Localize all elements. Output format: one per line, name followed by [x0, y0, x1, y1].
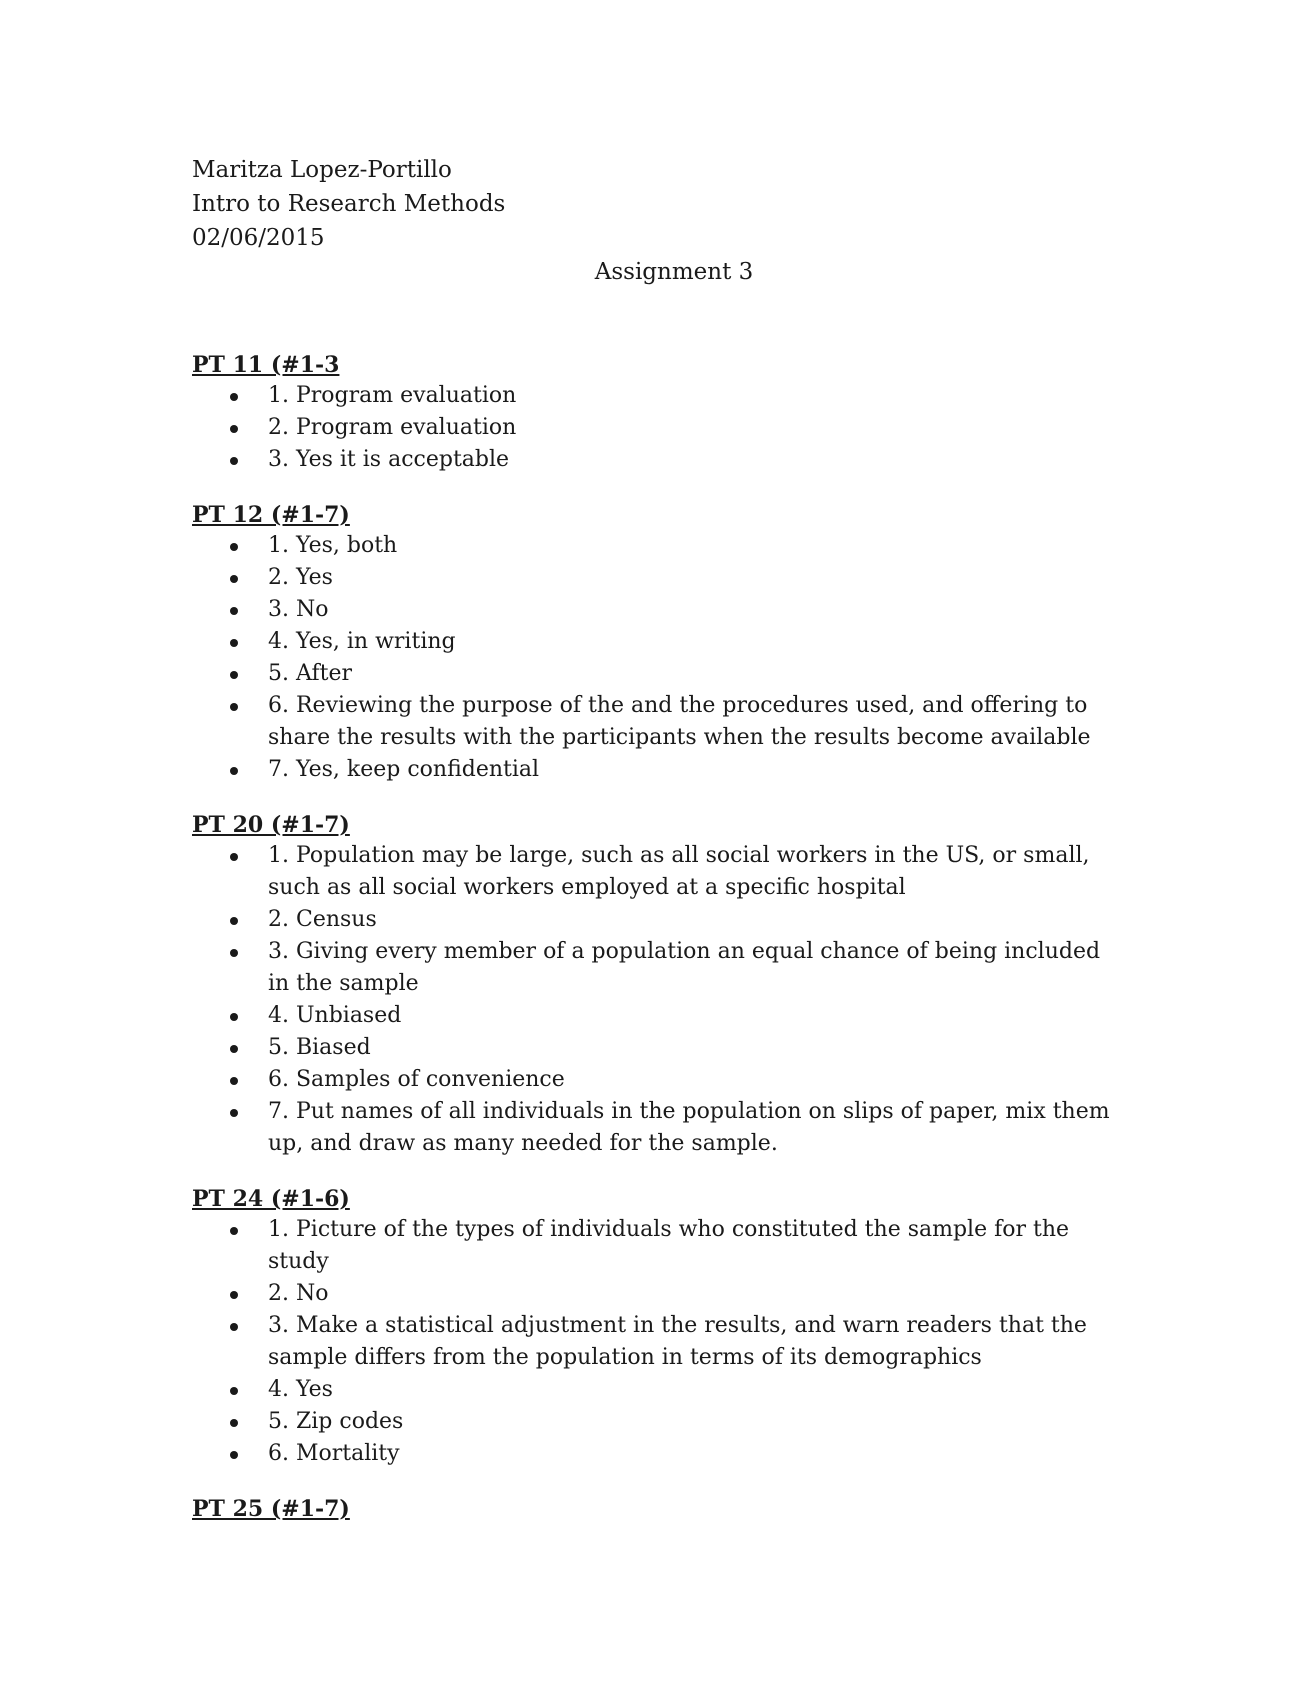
list-item	[192, 754, 1122, 786]
bullet-icon	[230, 1045, 238, 1053]
section	[192, 350, 1122, 476]
list-item	[192, 1438, 1122, 1470]
list-item	[192, 1406, 1122, 1438]
bullet-icon	[230, 543, 238, 551]
list-item	[192, 1374, 1122, 1406]
list-item	[192, 690, 1122, 754]
list-item-text: 5. Biased	[268, 1035, 371, 1060]
section	[192, 1184, 1122, 1470]
sections-container	[192, 350, 1122, 1548]
list-item	[192, 1032, 1122, 1064]
list-item-text: 3. Giving every member of a population an equal chance of being included in the sample	[268, 939, 1101, 996]
author-name: Maritza Lopez-Portillo	[192, 157, 452, 183]
list-item-text: 1. Program evaluation	[268, 383, 517, 408]
section-heading: PT 12 (#1-7)	[192, 502, 350, 528]
list-item-text: 7. Put names of all individuals in the population on slips of paper, mix them up, and draw as many needed for the sample.	[268, 1099, 1110, 1156]
list-item-text: 1. Population may be large, such as all social workers in the US, or small, such as all social workers employed at a specific hospital	[268, 843, 1090, 900]
bullet-icon	[230, 1227, 238, 1235]
list-item	[192, 562, 1122, 594]
list-item-text: 5. After	[268, 661, 353, 686]
bullet-icon	[230, 949, 238, 957]
bullet-icon	[230, 917, 238, 925]
answer-list	[192, 840, 1122, 1160]
section-heading: PT 25 (#1-7)	[192, 1496, 350, 1522]
list-item-text: 3. Make a statistical adjustment in the results, and warn readers that the sample differs from the population in terms of its demographics	[268, 1313, 1087, 1370]
bullet-icon	[230, 767, 238, 775]
list-item	[192, 530, 1122, 562]
list-item	[192, 412, 1122, 444]
list-item	[192, 444, 1122, 476]
list-item-text: 7. Yes, keep confidential	[268, 757, 540, 782]
bullet-icon	[230, 853, 238, 861]
bullet-icon	[230, 575, 238, 583]
list-item	[192, 1000, 1122, 1032]
bullet-icon	[230, 1387, 238, 1395]
list-item	[192, 1310, 1122, 1374]
list-item-text: 4. Yes, in writing	[268, 629, 456, 654]
list-item	[192, 626, 1122, 658]
list-item	[192, 1214, 1122, 1278]
section-heading: PT 11 (#1-3	[192, 352, 340, 378]
bullet-icon	[230, 1077, 238, 1085]
document-date: 02/06/2015	[192, 225, 325, 251]
list-item-text: 6. Reviewing the purpose of the and the procedures used, and offering to share the results with the participants when the results become available	[268, 693, 1091, 750]
list-item	[192, 658, 1122, 690]
bullet-icon	[230, 425, 238, 433]
list-item-text: 2. Program evaluation	[268, 415, 517, 440]
list-item	[192, 380, 1122, 412]
list-item-text: 1. Picture of the types of individuals who constituted the sample for the study	[268, 1217, 1070, 1274]
section	[192, 500, 1122, 786]
section-heading: PT 20 (#1-7)	[192, 812, 350, 838]
bullet-icon	[230, 1291, 238, 1299]
list-item	[192, 936, 1122, 1000]
bullet-icon	[230, 393, 238, 401]
bullet-icon	[230, 1419, 238, 1427]
bullet-icon	[230, 457, 238, 465]
list-item-text: 5. Zip codes	[268, 1409, 404, 1434]
bullet-icon	[230, 1451, 238, 1459]
list-item-text: 4. Unbiased	[268, 1003, 402, 1028]
bullet-icon	[230, 639, 238, 647]
list-item-text: 6. Mortality	[268, 1441, 400, 1466]
list-item	[192, 1096, 1122, 1160]
list-item	[192, 594, 1122, 626]
answer-list	[192, 530, 1122, 786]
answer-list	[192, 380, 1122, 476]
bullet-icon	[230, 1109, 238, 1117]
section	[192, 1494, 1122, 1524]
bullet-icon	[230, 607, 238, 615]
list-item-text: 2. Yes	[268, 565, 333, 590]
bullet-icon	[230, 1323, 238, 1331]
list-item	[192, 1064, 1122, 1096]
section-heading: PT 24 (#1-6)	[192, 1186, 350, 1212]
list-item-text: 6. Samples of convenience	[268, 1067, 565, 1092]
course-name: Intro to Research Methods	[192, 191, 506, 217]
document-title: Assignment 3	[594, 259, 754, 285]
bullet-icon	[230, 703, 238, 711]
document-header	[192, 153, 505, 255]
list-item-text: 1. Yes, both	[268, 533, 398, 558]
list-item-text: 2. No	[268, 1281, 329, 1306]
list-item	[192, 840, 1122, 904]
list-item	[192, 1278, 1122, 1310]
list-item-text: 4. Yes	[268, 1377, 333, 1402]
list-item-text: 2. Census	[268, 907, 377, 932]
answer-list	[192, 1214, 1122, 1470]
bullet-icon	[230, 1013, 238, 1021]
bullet-icon	[230, 671, 238, 679]
list-item-text: 3. No	[268, 597, 329, 622]
section	[192, 810, 1122, 1160]
list-item-text: 3. Yes it is acceptable	[268, 447, 510, 472]
list-item	[192, 904, 1122, 936]
